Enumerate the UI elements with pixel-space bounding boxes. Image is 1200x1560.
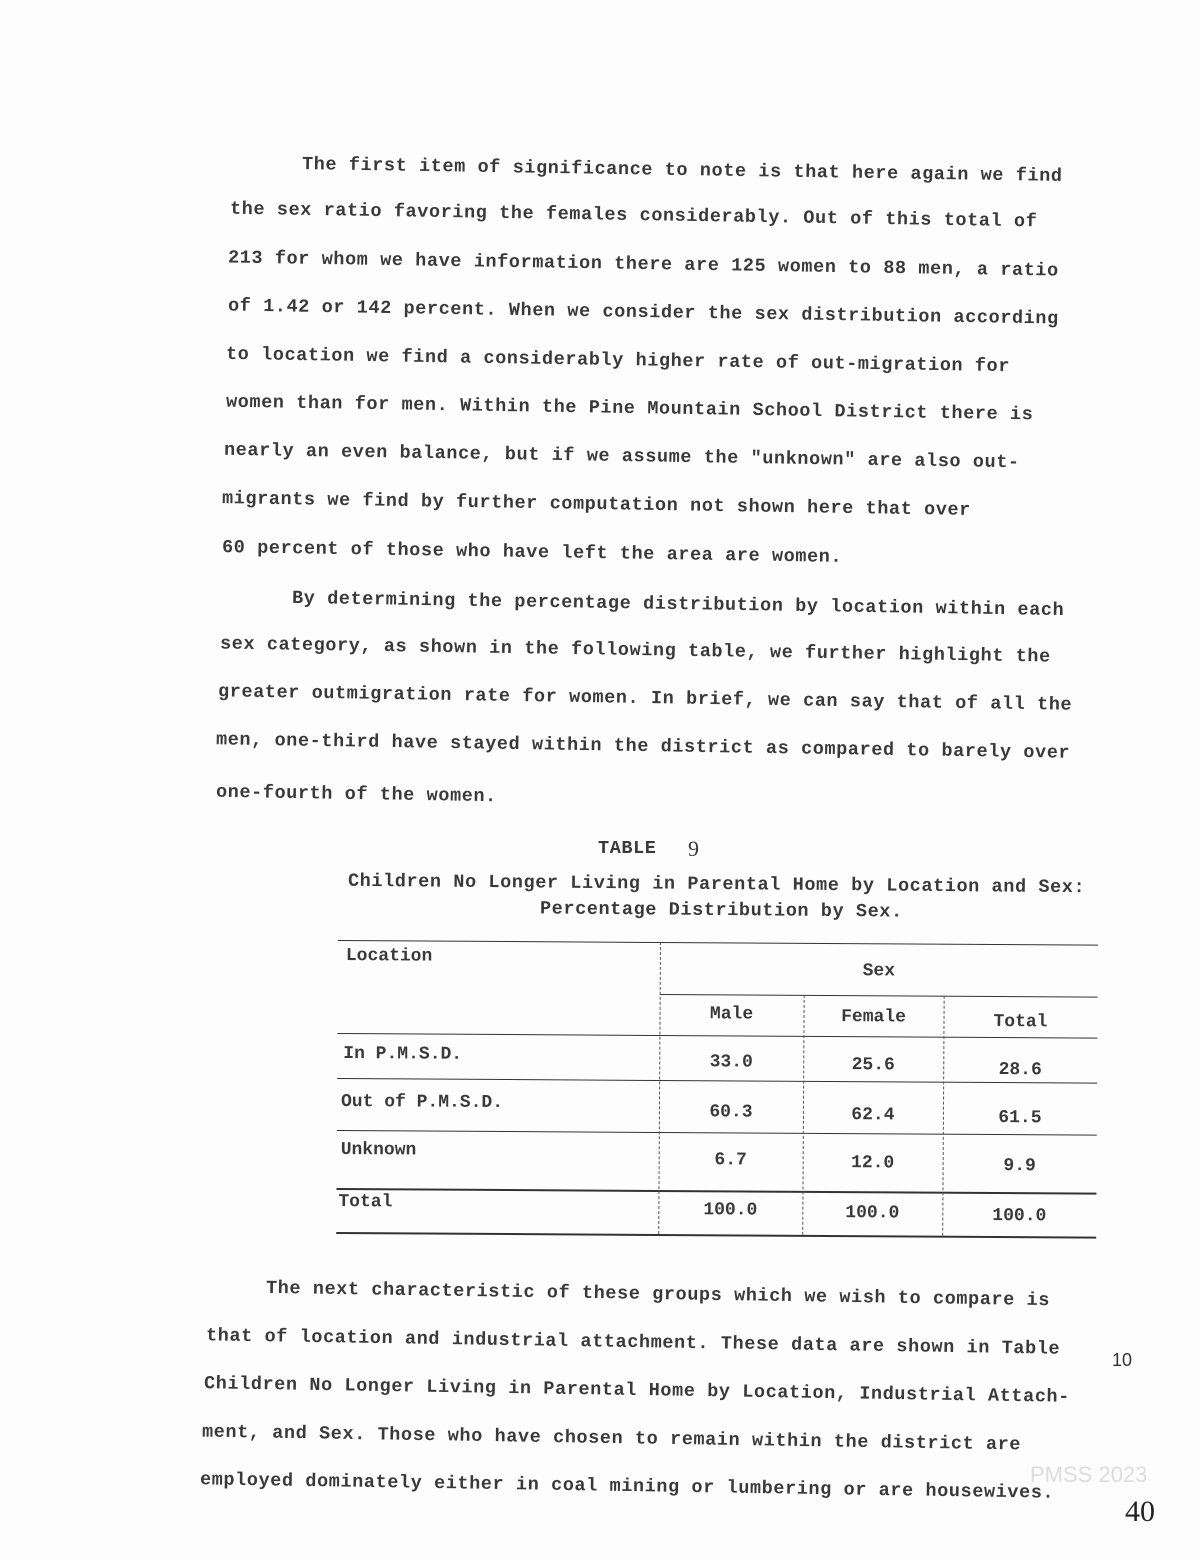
text-line: the sex ratio favoring the females considerably. Out of this total of <box>229 198 1038 233</box>
text-line: employed dominately either in coal mining or lumbering or are housewives. <box>199 1469 1055 1504</box>
text-line: The first item of significance to note is that here again we find <box>301 154 1063 187</box>
column-header-total: Total <box>993 1012 1048 1033</box>
text-line: migrants we find by further computation not shown here that over <box>221 488 972 521</box>
table-caption-line-1: Children No Longer Living in Parental Home by Location and Sex: <box>347 870 1086 899</box>
table-label: TABLE <box>598 838 657 859</box>
text-line: ment, and Sex. Those who have chosen to remain within the district are <box>201 1421 1022 1456</box>
margin-note: 10 <box>1112 1350 1133 1370</box>
text-line: 213 for whom we have information there are 125 women to 88 men, a ratio <box>227 247 1059 282</box>
header-location: Location <box>345 946 433 967</box>
text-line: 60 percent of those who have left the area are women. <box>221 537 843 568</box>
table-number: 9 <box>688 836 700 861</box>
header-sex: Sex <box>862 961 896 982</box>
column-header-male: Male <box>709 1004 754 1025</box>
watermark: PMSS 2023 <box>1030 1462 1148 1487</box>
cell-male: 33.0 <box>709 1052 753 1073</box>
text-line: men, one-third have stayed within the district as compared to barely over <box>215 729 1071 764</box>
cell-male: 60.3 <box>709 1102 753 1123</box>
page-number: 40 <box>1125 1495 1155 1528</box>
cell-female: 62.4 <box>851 1105 895 1126</box>
text-line: one-fourth of the women. <box>215 781 497 808</box>
row-label: Total <box>338 1192 393 1213</box>
text-line: nearly an even balance, but if we assume the "unknown" are also out- <box>223 439 1020 474</box>
cell-female: 100.0 <box>845 1203 900 1224</box>
data-table <box>338 940 1098 1227</box>
text-line: that of location and industrial attachment. These data are shown in Table <box>205 1325 1061 1360</box>
text-line: greater outmigration rate for women. In brief, we can say that of all the <box>217 681 1073 716</box>
cell-male: 6.7 <box>714 1150 747 1171</box>
cell-female: 12.0 <box>850 1153 895 1174</box>
row-label: In P.M.S.D. <box>343 1044 463 1065</box>
text-line: Children No Longer Living in Parental Home by Location, Industrial Attach- <box>203 1373 1071 1408</box>
cell-male: 100.0 <box>703 1200 758 1221</box>
column-header-female: Female <box>841 1007 907 1028</box>
cell-total: 28.6 <box>998 1060 1042 1081</box>
text-line: sex category, as shown in the following table, we further highlight the <box>219 633 1051 668</box>
text-line: women than for men. Within the Pine Mountain School District there is <box>225 391 1034 426</box>
cell-total: 100.0 <box>992 1206 1047 1227</box>
text-line: of 1.42 or 142 percent. When we consider the sex distribution according <box>227 295 1059 330</box>
table-caption-line-2: Percentage Distribution by Sex. <box>539 898 903 923</box>
cell-female: 25.6 <box>851 1055 895 1076</box>
row-label: Out of P.M.S.D. <box>340 1092 504 1114</box>
row-label: Unknown <box>340 1140 417 1161</box>
text-line: By determining the percentage distribution by location within each <box>291 587 1065 622</box>
text-line: The next characteristic of these groups which we wish to compare is <box>265 1277 1051 1312</box>
text-line: to location we find a considerably higher rate of out-migration for <box>225 343 1011 378</box>
cell-total: 61.5 <box>998 1108 1042 1129</box>
cell-total: 9.9 <box>1003 1156 1036 1177</box>
